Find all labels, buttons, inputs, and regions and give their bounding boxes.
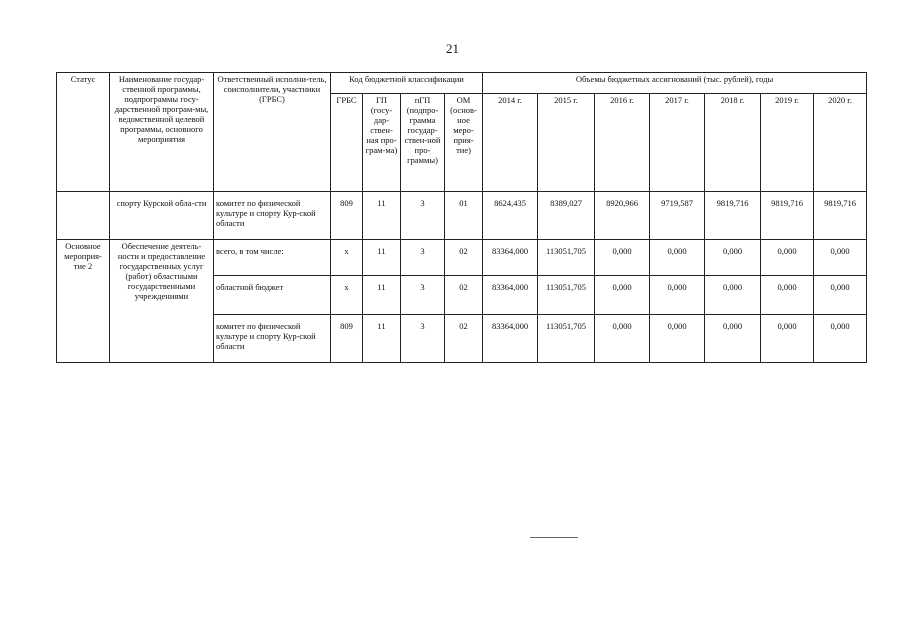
scan-mark bbox=[530, 537, 578, 538]
value-cell: 0,000 bbox=[705, 276, 761, 315]
value-cell: 9719,587 bbox=[650, 192, 705, 240]
value-cell: 0,000 bbox=[814, 240, 867, 276]
om-cell: 02 bbox=[445, 315, 483, 363]
responsible-cell: комитет по физической культуре и спорту Кур-ской области bbox=[214, 315, 331, 363]
value-cell: 0,000 bbox=[595, 276, 650, 315]
pgp-cell: 3 bbox=[401, 192, 445, 240]
value-cell: 8624,435 bbox=[483, 192, 538, 240]
value-cell: 113051,705 bbox=[538, 315, 595, 363]
header-pgp: пГП (подпро-грамма государ-ствен-ной про-граммы) bbox=[401, 94, 445, 192]
header-year: 2020 г. bbox=[814, 94, 867, 192]
om-cell: 02 bbox=[445, 276, 483, 315]
value-cell: 0,000 bbox=[650, 240, 705, 276]
header-grbs: ГРБС bbox=[331, 94, 363, 192]
header-responsible: Ответственный исполни-тель, соисполнители, участники (ГРБС) bbox=[214, 73, 331, 192]
header-name: Наименование государ-ственной программы, подпрограммы госу-дарственной програм-мы, ведомственной целевой программы, основного мероприятия bbox=[110, 73, 214, 192]
gp-cell: 11 bbox=[363, 276, 401, 315]
value-cell: 0,000 bbox=[595, 240, 650, 276]
value-cell: 83364,000 bbox=[483, 240, 538, 276]
budget-table bbox=[56, 72, 867, 363]
grbs-cell: х bbox=[331, 240, 363, 276]
responsible-cell: областной бюджет bbox=[214, 276, 331, 315]
gp-cell: 11 bbox=[363, 315, 401, 363]
status-cell bbox=[57, 192, 110, 240]
value-cell: 0,000 bbox=[705, 240, 761, 276]
value-cell: 0,000 bbox=[761, 315, 814, 363]
table-row bbox=[57, 240, 867, 276]
value-cell: 9819,716 bbox=[814, 192, 867, 240]
header-year: 2019 г. bbox=[761, 94, 814, 192]
header-volumes: Объемы бюджетных ассигнований (тыс. рублей), годы bbox=[483, 73, 867, 94]
value-cell: 0,000 bbox=[761, 276, 814, 315]
grbs-cell: 809 bbox=[331, 192, 363, 240]
value-cell: 83364,000 bbox=[483, 276, 538, 315]
header-year: 2014 г. bbox=[483, 94, 538, 192]
value-cell: 0,000 bbox=[595, 315, 650, 363]
header-status: Статус bbox=[57, 73, 110, 192]
header-om: ОМ (основ-ное меро-прия-тие) bbox=[445, 94, 483, 192]
header-gp: ГП (госу-дар-ствен-ная про-грам-ма) bbox=[363, 94, 401, 192]
pgp-cell: 3 bbox=[401, 276, 445, 315]
status-cell: Основное мероприя-тие 2 bbox=[57, 240, 110, 363]
header-row-main bbox=[57, 73, 867, 94]
pgp-cell: 3 bbox=[401, 315, 445, 363]
gp-cell: 11 bbox=[363, 192, 401, 240]
header-year: 2018 г. bbox=[705, 94, 761, 192]
name-cell: спорту Курской обла-сти bbox=[110, 192, 214, 240]
value-cell: 113051,705 bbox=[538, 240, 595, 276]
name-cell: Обеспечение деятель-ности и предоставление государственных услуг (работ) областными государственными учреждениями bbox=[110, 240, 214, 363]
value-cell: 0,000 bbox=[650, 315, 705, 363]
grbs-cell: 809 bbox=[331, 315, 363, 363]
value-cell: 83364,000 bbox=[483, 315, 538, 363]
header-budget-code: Код бюджетной классификации bbox=[331, 73, 483, 94]
value-cell: 9819,716 bbox=[705, 192, 761, 240]
table-row bbox=[57, 192, 867, 240]
header-year: 2017 г. bbox=[650, 94, 705, 192]
om-cell: 02 bbox=[445, 240, 483, 276]
value-cell: 9819,716 bbox=[761, 192, 814, 240]
value-cell: 0,000 bbox=[814, 276, 867, 315]
gp-cell: 11 bbox=[363, 240, 401, 276]
page-number: 21 bbox=[446, 41, 459, 56]
value-cell: 113051,705 bbox=[538, 276, 595, 315]
value-cell: 0,000 bbox=[761, 240, 814, 276]
value-cell: 0,000 bbox=[814, 315, 867, 363]
value-cell: 8389,027 bbox=[538, 192, 595, 240]
om-cell: 01 bbox=[445, 192, 483, 240]
value-cell: 8920,966 bbox=[595, 192, 650, 240]
value-cell: 0,000 bbox=[705, 315, 761, 363]
header-year: 2016 г. bbox=[595, 94, 650, 192]
responsible-cell: всего, в том числе: bbox=[214, 240, 331, 276]
header-year: 2015 г. bbox=[538, 94, 595, 192]
value-cell: 0,000 bbox=[650, 276, 705, 315]
responsible-cell: комитет по физической культуре и спорту Кур-ской области bbox=[214, 192, 331, 240]
pgp-cell: 3 bbox=[401, 240, 445, 276]
grbs-cell: х bbox=[331, 276, 363, 315]
